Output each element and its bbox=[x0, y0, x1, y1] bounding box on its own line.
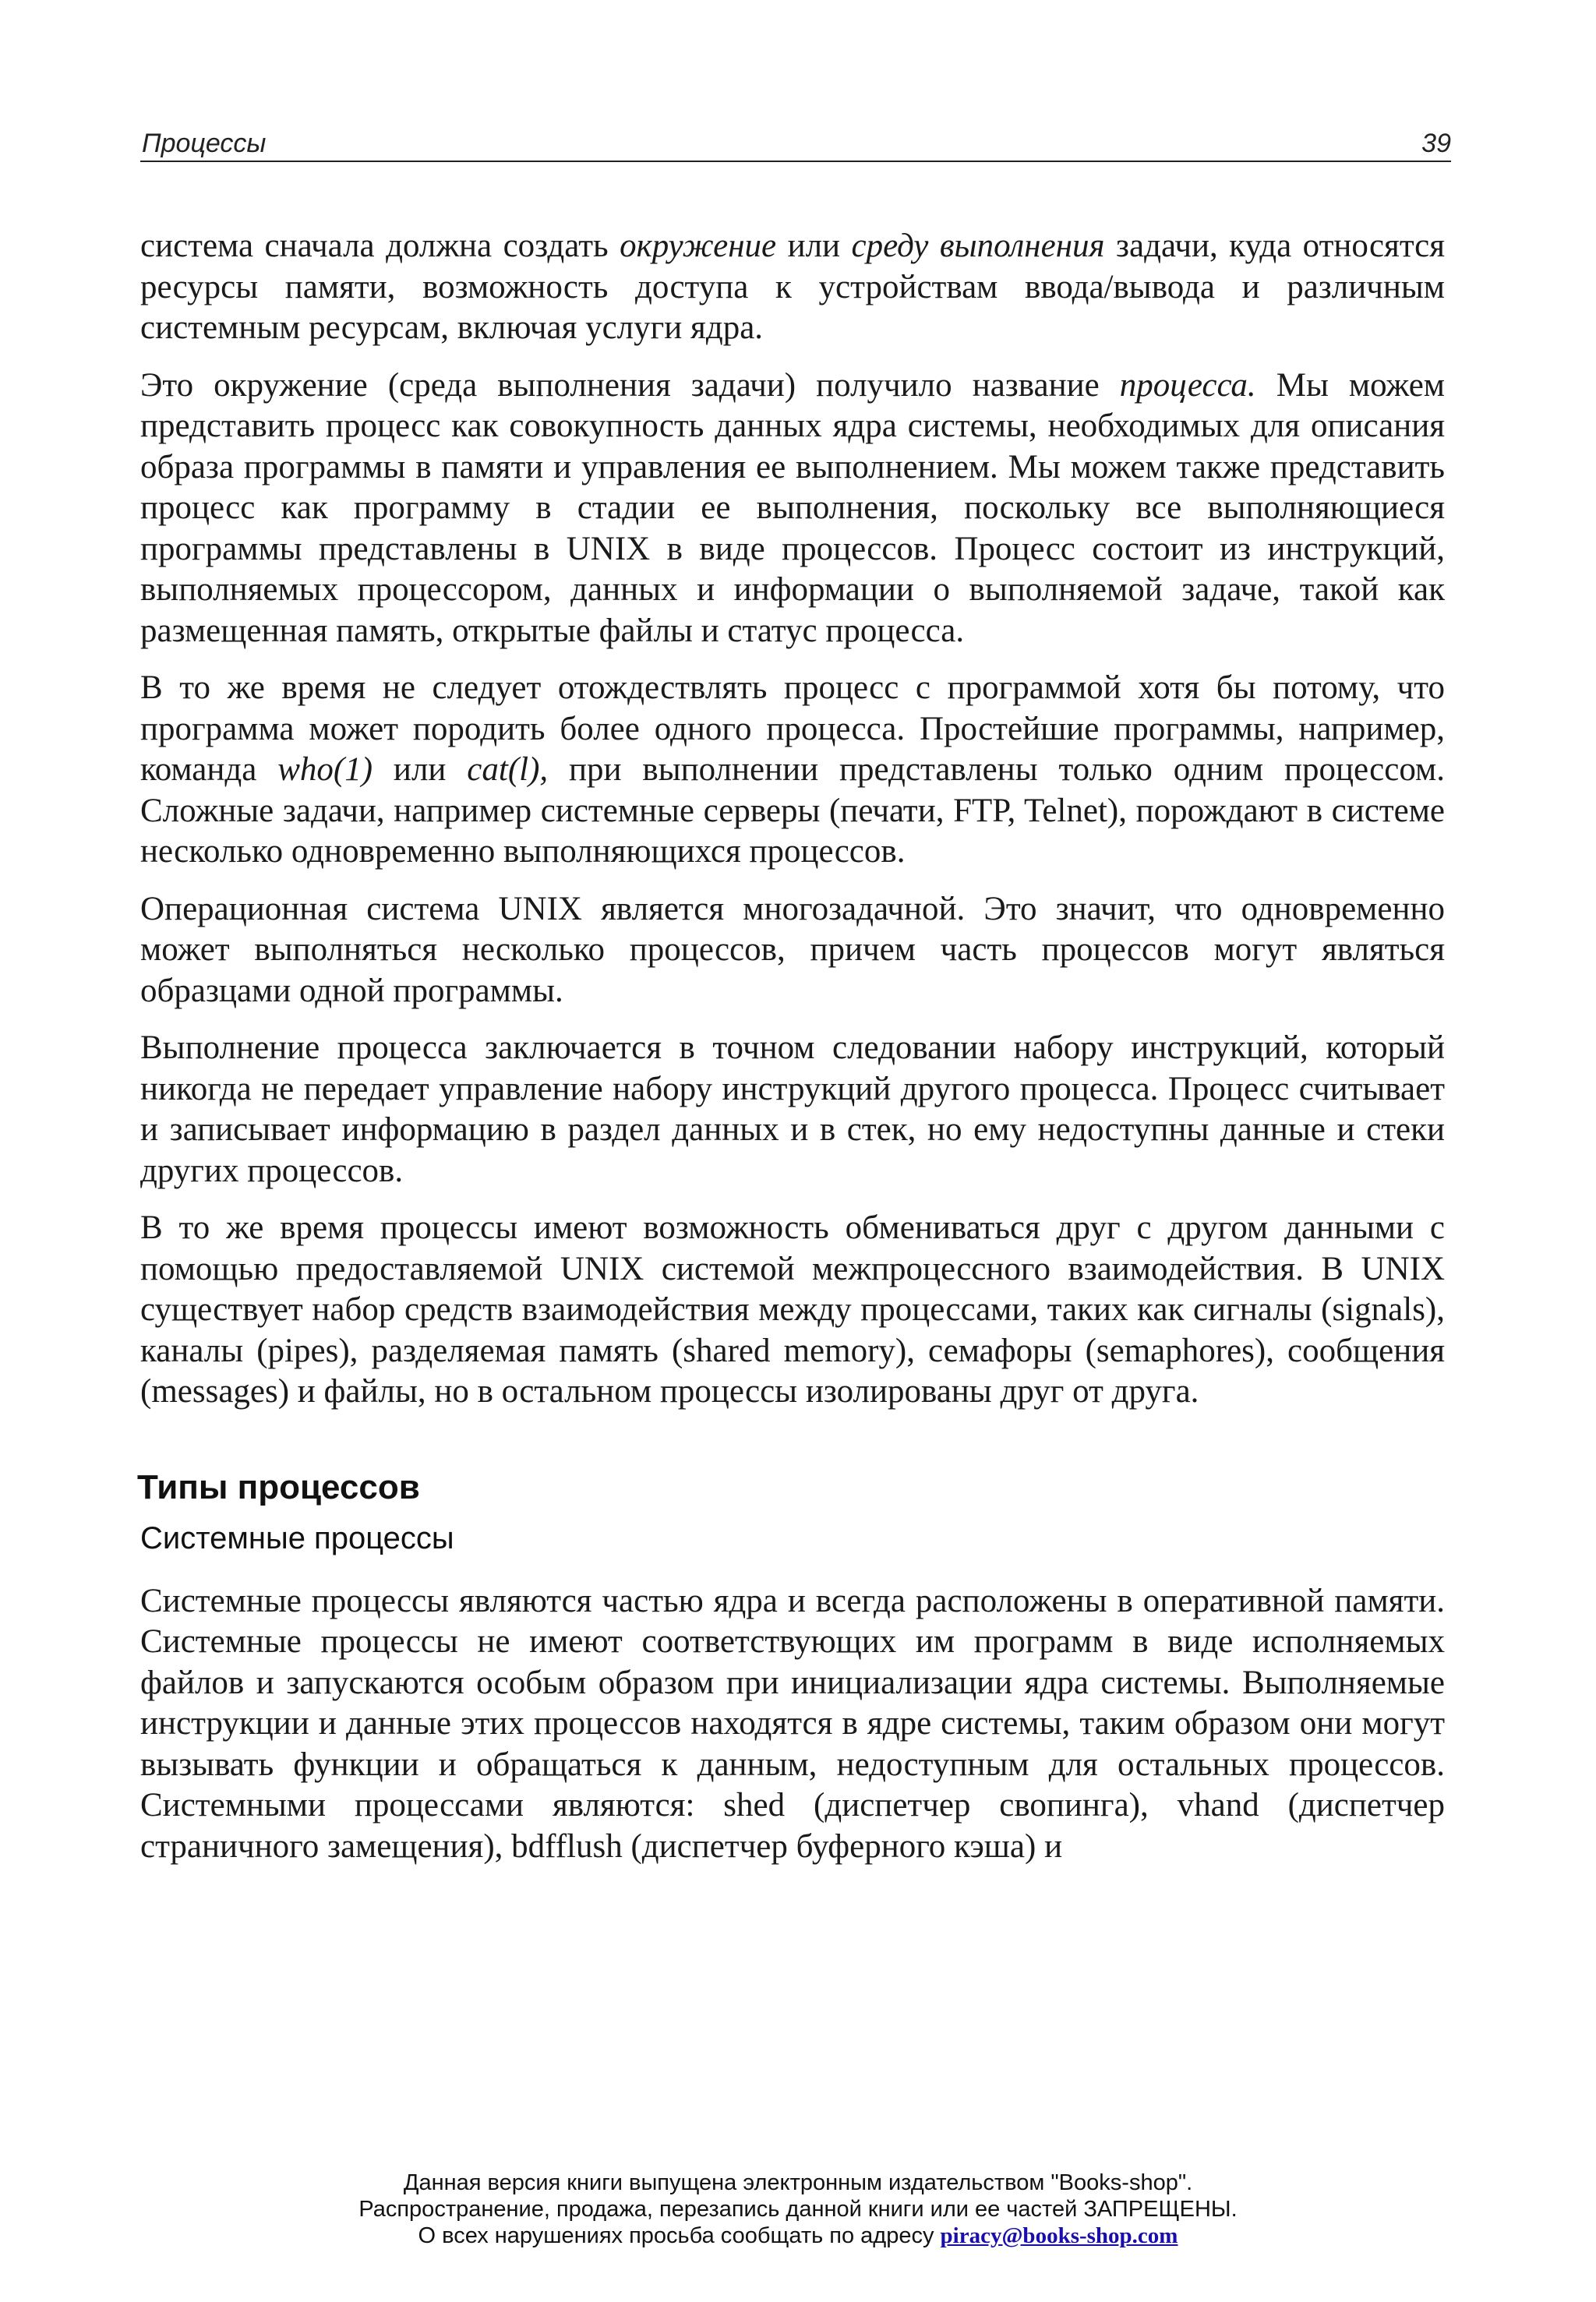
paragraph-system-processes: Системные процессы являются частью ядра и всегда расположены в оперативной памяти. Системные процессы не имеют соответствующих им программ в виде исполняемых файлов и запускаются особым образом при инициализации ядра системы. Выполняемые инструкции и данные этих процессов находятся в ядре системы, таким образом они могут вызывать функции и обращаться к данным, недоступным для остальных процессов. Системными процессами являются: shed (диспетчер свопинга), vhand (диспетчер страничного замещения), bdfflush (диспетчер буферного кэша) и bbox=[140, 1582, 1445, 1865]
page-number: 39 bbox=[1421, 129, 1451, 158]
subsection-heading: Системные процессы bbox=[140, 1520, 454, 1555]
footer-line-1: Данная версия книги выпущена электронным издательством "Books-shop". bbox=[403, 2170, 1193, 2195]
section-heading: Типы процессов bbox=[137, 1467, 420, 1506]
paragraph-execution: Выполнение процесса заключается в точном следовании набору инструкций, который никогда не передает управление набору инструкций другого процесса. Процесс считывает и записывает информацию в раздел данных и в стек, но ему недоступны данные и стеки других процессов. bbox=[140, 1029, 1445, 1189]
term-process: процесса. bbox=[1119, 366, 1256, 404]
copyright-footer bbox=[0, 2170, 1596, 2249]
footer-line-3: О всех нарушениях просьба сообщать по адресу piracy@books-shop.com bbox=[418, 2223, 1178, 2248]
paragraph-multitasking: Операционная система UNIX является многозадачной. Это значит, что одновременно может выполняться несколько процессов, причем часть процессов могут являться образцами одной программы. bbox=[140, 890, 1445, 1009]
command-who: who(1) bbox=[277, 751, 373, 788]
footer-line-2: Распространение, продажа, перезапись данной книги или ее частей ЗАПРЕЩЕНЫ. bbox=[358, 2197, 1238, 2222]
piracy-email-link[interactable]: piracy@books-shop.com bbox=[940, 2223, 1178, 2248]
command-cat: cat(l), bbox=[467, 751, 549, 788]
chapter-title: Процессы bbox=[142, 129, 267, 158]
paragraph-process-definition: Это окружение (среда выполнения задачи) получило название процесса. Мы можем представить процесс как совокупность данных ядра системы, необходимых для описания образа программы в памяти и управления ее выполнением. Мы можем также представить процесс как программу в стадии ее выполнения, поскольку все выполняющиеся программы представлены в UNIX в виде процессов. Процесс состоит из инструкций, выполняемых процессором, данных и информации о выполняемой задаче, такой как размещенная память, открытые файлы и статус процесса. bbox=[140, 366, 1445, 649]
page-body bbox=[137, 226, 1446, 1884]
paragraph-ipc: В то же время процессы имеют возможность обмениваться друг с другом данными с помощью предоставляемой UNIX системой межпроцессного взаимодействия. В UNIX существует набор средств взаимодействия между процессами, таких как сигналы (signals), каналы (pipes), разделяемая память (shared memory), семафоры (semaphores), сообщения (messages) и файлы, но в остальном процессы изолированы друг от друга. bbox=[140, 1209, 1445, 1410]
paragraph-environment: система сначала должна создать окружение или среду выполнения задачи, куда относятся ресурсы памяти, возможность доступа к устройствам ввода/вывода и различным системным ресурсам, включая услуги ядра. bbox=[140, 228, 1446, 346]
term-environment: окружение bbox=[620, 228, 777, 264]
running-header bbox=[140, 126, 1451, 162]
term-execution-environment: среду выполнения bbox=[851, 228, 1105, 264]
paragraph-process-vs-program: В то же время не следует отождествлять процесс с программой хотя бы потому, что программа может породить более одного процесса. Простейшие программы, например, команда who(1) или cat(l), при выполнении представлены только одним процессом. Сложные задачи, например системные серверы (печати, FTP, Telnet), порождают в системе несколько одновременно выполняющихся процессов. bbox=[140, 669, 1445, 870]
